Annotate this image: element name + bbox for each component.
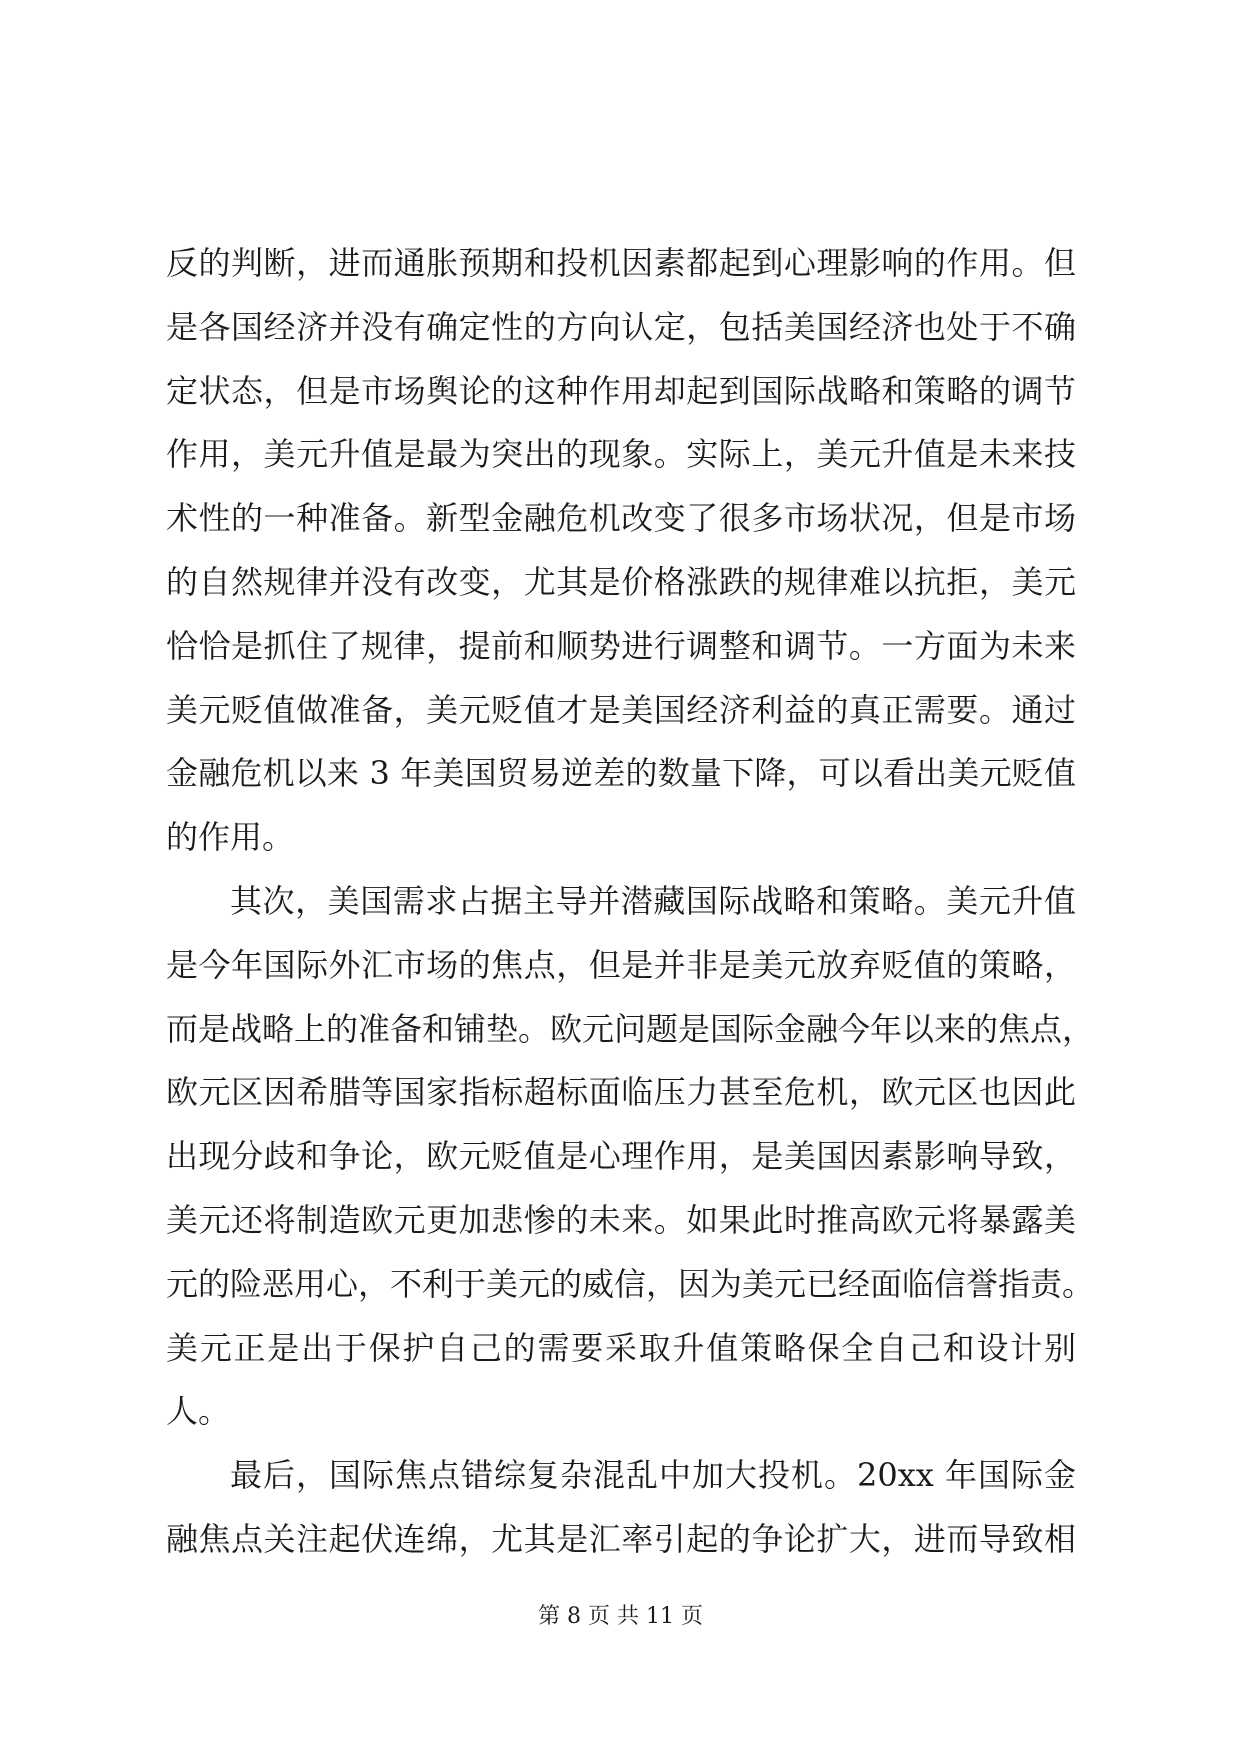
text-line: 金融危机以来 3 年美国贸易逆差的数量下降，可以看出美元贬值 xyxy=(166,754,1076,793)
paragraph-first-line: 最后，国际焦点错综复杂混乱中加大投机。20xx 年国际金 xyxy=(230,1456,1076,1495)
text-line: 欧元区因希腊等国家指标超标面临压力甚至危机，欧元区也因此 xyxy=(166,1073,1076,1112)
paragraph-first-line: 其次，美国需求占据主导并潜藏国际战略和策略。美元升值 xyxy=(230,881,1076,920)
text-line: 的自然规律并没有改变，尤其是价格涨跌的规律难以抗拒，美元 xyxy=(166,562,1076,601)
text-line: 反的判断，进而通胀预期和投机因素都起到心理影响的作用。但 xyxy=(166,244,1076,282)
text-line: 是各国经济并没有确定性的方向认定，包括美国经济也处于不确 xyxy=(166,307,1076,346)
text-line: 的作用。 xyxy=(166,818,295,857)
text-line: 美元贬值做准备，美元贬值才是美国经济利益的真正需要。通过 xyxy=(166,690,1076,729)
text-line: 术性的一种准备。新型金融危机改变了很多市场状况，但是市场 xyxy=(166,499,1076,538)
document-body xyxy=(166,232,1095,1572)
text-line: 出现分歧和争论，欧元贬值是心理作用，是美国因素影响导致， xyxy=(166,1137,1076,1176)
text-line: 定状态，但是市场舆论的这种作用却起到国际战略和策略的调节 xyxy=(166,371,1076,410)
text-line: 是今年国际外汇市场的焦点，但是并非是美元放弃贬值的策略， xyxy=(166,945,1076,984)
text-line: 美元正是出于保护自己的需要采取升值策略保全自己和设计别 xyxy=(166,1328,1076,1367)
page-number-footer: 第 8 页 共 11 页 xyxy=(538,1604,703,1629)
text-line: 作用，美元升值是最为突出的现象。实际上，美元升值是未来技 xyxy=(166,435,1076,474)
text-line: 而是战略上的准备和铺垫。欧元问题是国际金融今年以来的焦点， xyxy=(166,1009,1095,1048)
text-line: 元的险恶用心，不利于美元的威信，因为美元已经面临信誉指责。 xyxy=(166,1264,1095,1303)
text-line: 人。 xyxy=(166,1392,231,1431)
text-line: 恰恰是抓住了规律，提前和顺势进行调整和调节。一方面为未来 xyxy=(166,626,1076,665)
text-line: 融焦点关注起伏连绵，尤其是汇率引起的争论扩大，进而导致相 xyxy=(166,1519,1076,1558)
text-line: 美元还将制造欧元更加悲惨的未来。如果此时推高欧元将暴露美 xyxy=(166,1200,1076,1239)
